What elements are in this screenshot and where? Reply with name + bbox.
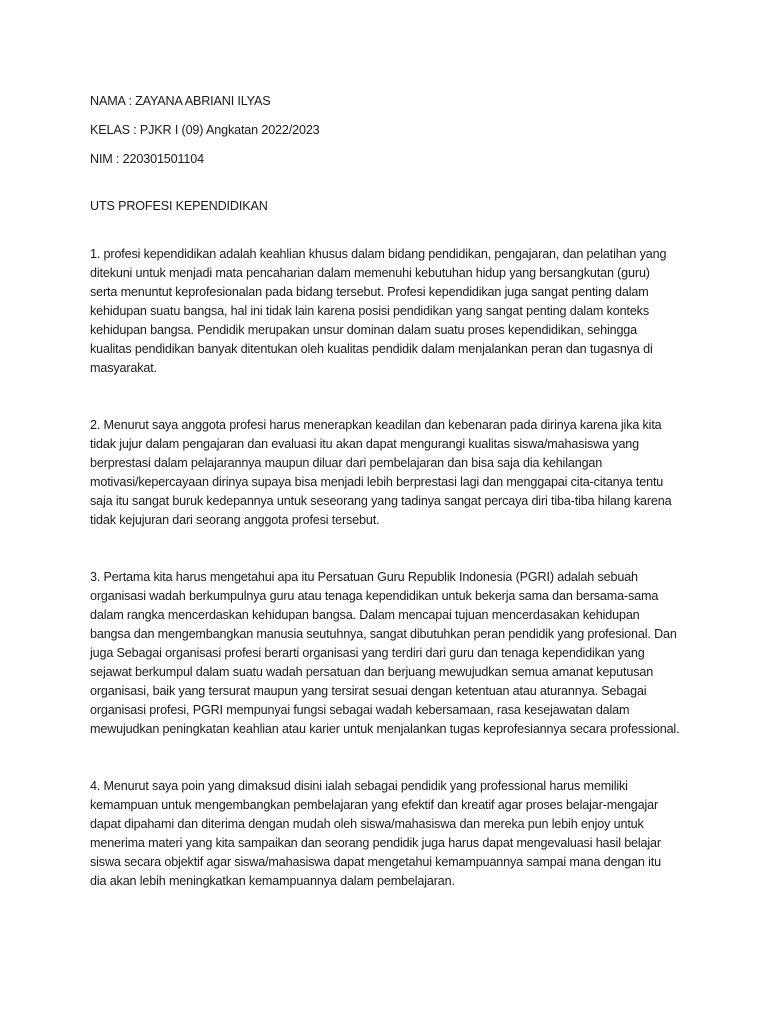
answer-2: 2. Menurut saya anggota profesi harus menerapkan keadilan dan kebenaran pada dirinya karena jika kita tidak jujur dalam pengajaran dan evaluasi itu akan dapat mengurangi kualitas siswa/mahasiswa yang berprestasi dalam pelajarannya maupun diluar dari pembelajaran dan bisa saja dia kehilangan motivasi/kepercayaan dirinya supaya bisa menjadi lebih berprestasi lagi dan menggapai cita-citanya tentu saja itu sangat buruk kedepannya untuk seseorang yang tadinya sangat percaya diri tiba-tiba hilang karena tidak kejujuran dari seorang anggota profesi tersebut. (90, 418, 672, 527)
document-title: UTS PROFESI KEPENDIDIKAN (90, 199, 268, 213)
student-class: KELAS : PJKR I (09) Angkatan 2022/2023 (90, 123, 320, 137)
answer-1: 1. profesi kependidikan adalah keahlian khusus dalam bidang pendidikan, pengajaran, dan pelatihan yang ditekuni untuk menjadi mata pencaharian dalam memenuhi kebutuhan hidup yang bersangkutan (guru) serta menuntut keprofesionalan pada bidang tersebut. Profesi kependidikan juga sangat penting dalam kehidupan suatu bangsa, hal ini tidak lain karena posisi pendidikan yang sangat penting dalam konteks kehidupan bangsa. Pendidik merupakan unsur dominan dalam suatu proses kependidikan, sehingga kualitas pendidikan banyak ditentukan oleh kualitas pendidik dalam menjalankan peran dan tugasnya di masyarakat. (90, 247, 667, 375)
student-nim: NIM : 220301501104 (90, 152, 204, 166)
document-page (90, 92, 680, 929)
answers-section (90, 245, 680, 891)
student-name: NAMA : ZAYANA ABRIANI ILYAS (90, 94, 271, 108)
answer-4: 4. Menurut saya poin yang dimaksud disini ialah sebagai pendidik yang professional harus memiliki kemampuan untuk mengembangkan pembelajaran yang efektif dan kreatif agar proses belajar-mengajar dapat dipahami dan diterima dengan mudah oleh siswa/mahasiswa dan mereka pun lebih enjoy untuk menerima materi yang kita sampaikan dan seorang pendidik juga harus dapat mengevaluasi hasil belajar siswa secara objektif agar siswa/mahasiswa dapat mengetahui kemampuannya sampai mana dengan itu dia akan lebih meningkatkan kemampuannya dalam pembelajaran. (90, 779, 661, 888)
answer-3: 3. Pertama kita harus mengetahui apa itu Persatuan Guru Republik Indonesia (PGRI) adalah sebuah organisasi wadah berkumpulnya guru atau tenaga kependidikan untuk bekerja sama dan bersama-sama dalam rangka mencerdaskan kehidupan bangsa. Dalam mencapai tujuan mencerdasakan kehidupan bangsa dan mengembangkan manusia seutuhnya, sangat dibutuhkan peran pendidik yang profesional. Dan juga Sebagai organisasi profesi berarti organisasi yang terdiri dari guru dan tenaga kependidikan yang sejawat berkumpul dalam suatu wadah persatuan dan berjuang mewujudkan semua amanat keputusan organisasi, baik yang tersurat maupun yang tersirat sesuai dengan ketentuan atau aturannya. Sebagai organisasi profesi, PGRI mempunyai fungsi sebagai wadah kebersamaan, rasa kesejawatan dalam mewujudkan peningkatan keahlian atau karier untuk menjalankan tugas keprofesiannya secara professional. (90, 570, 680, 736)
